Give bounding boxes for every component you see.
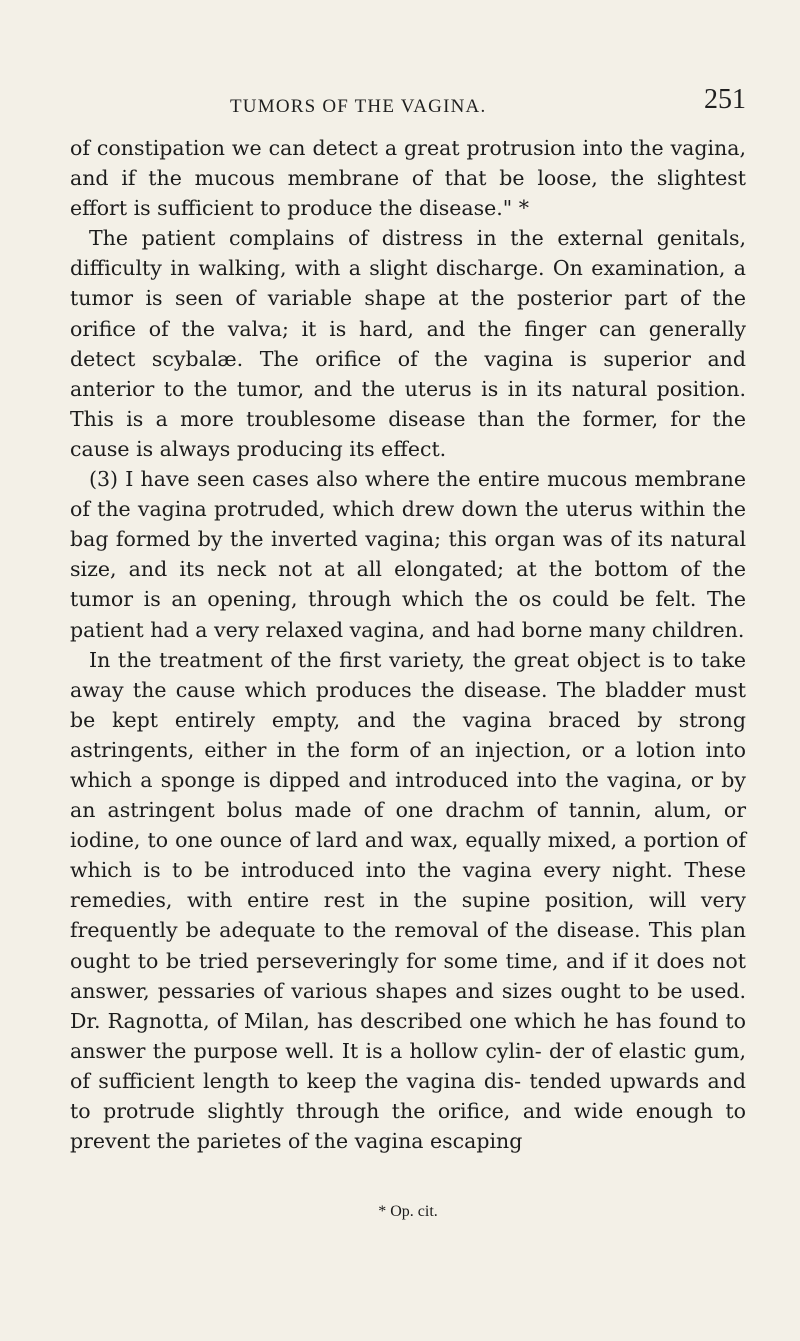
paragraph-symptoms: The patient complains of distress in the external genitals, difficulty in walking, with a slight discharge. On examination, a tumor is seen of variable shape at the posterior part of the orifice of the valva; it is hard, and the finger can generally detect scybalæ. The orifice of the vagina is superior and anterior to the tumor, and the uterus is in its natural position. This is a more troublesome disease than the former, for the cause is always producing its effect.: [70, 226, 746, 461]
paragraph-treatment: In the treatment of the first variety, the great object is to take away the cause which produces the disease. The bladder must be kept entirely empty, and the vagina braced by strong astringents, either in the form of an injection, or a lotion into which a sponge is dipped and introduced into the vagina, or by an astringent bolus made of one drachm of tannin, alum, or iodine, to one ounce of lard and wax, equally mixed, a portion of which is to be introduced into the vagina every night. These remedies, with entire rest in the supine position, will very frequently be adequate to the removal of the disease. This plan ought to be tried perseveringly for some time, and if it does not answer, pessaries of various shapes and sizes ought to be used. Dr. Ragnotta, of Milan, has described one which he has found to answer the purpose well. It is a hollow cylin- der of elastic gum, of sufficient length to keep the vagina dis- tended upwards and to protrude slightly through the orifice, and wide enough to prevent the parietes of the vagina escaping: [70, 647, 746, 1154]
running-title: TUMORS OF THE VAGINA.: [230, 96, 487, 117]
running-head: [70, 84, 746, 124]
paragraph-continuation: of constipation we can detect a great protrusion into the vagina, and if the mucous membrane of that be loose, the slightest effort is sufficient to produce the disease." *: [70, 136, 746, 221]
page-number: 251: [704, 84, 746, 115]
footnote: * Op. cit.: [378, 1203, 438, 1220]
body-text: [70, 133, 746, 1156]
paragraph-case-three: (3) I have seen cases also where the entire mucous membrane of the vagina protruded, which drew down the uterus within the bag formed by the inverted vagina; this organ was of its natural size, and its neck not at all elongated; at the bottom of the tumor is an opening, through which the os could be felt. The patient had a very relaxed vagina, and had borne many children.: [70, 467, 746, 642]
